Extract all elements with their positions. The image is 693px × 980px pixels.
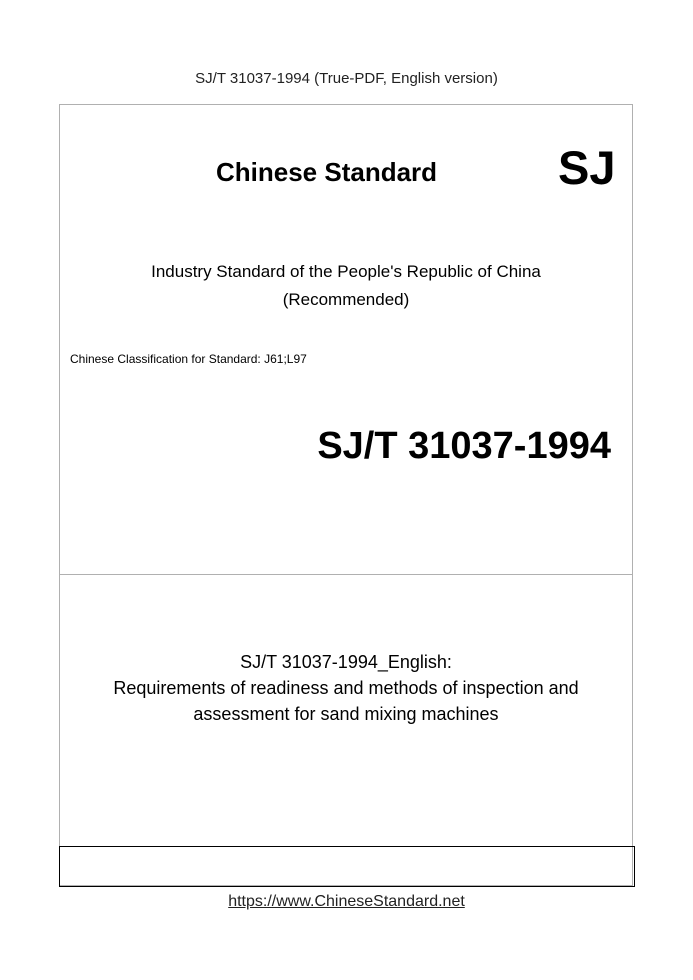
document-title-line: assessment for sand mixing machines [193,704,499,724]
cover-title: Chinese Standard [216,157,438,187]
standard-logo: SJ [558,141,616,194]
issuer-block [59,258,633,314]
page-header: SJ/T 31037-1994 (True-PDF, English version) [195,70,498,87]
document-title-line: Requirements of readiness and methods of inspection and [113,678,579,698]
document-title [59,649,633,727]
issuer-line: Industry Standard of the People's Republic of China [151,262,541,281]
issuer-subline: (Recommended) [282,290,410,309]
website-link[interactable]: https://www.ChineseStandard.net [228,893,465,910]
standard-number: SJ/T 31037-1994 [317,425,611,467]
document-title-line: SJ/T 31037-1994_English: [240,652,452,672]
classification-text: Chinese Classification for Standard: J61;L97 [70,352,307,366]
section-divider [60,574,632,575]
cover-frame [59,104,633,886]
footer-box [59,846,635,887]
